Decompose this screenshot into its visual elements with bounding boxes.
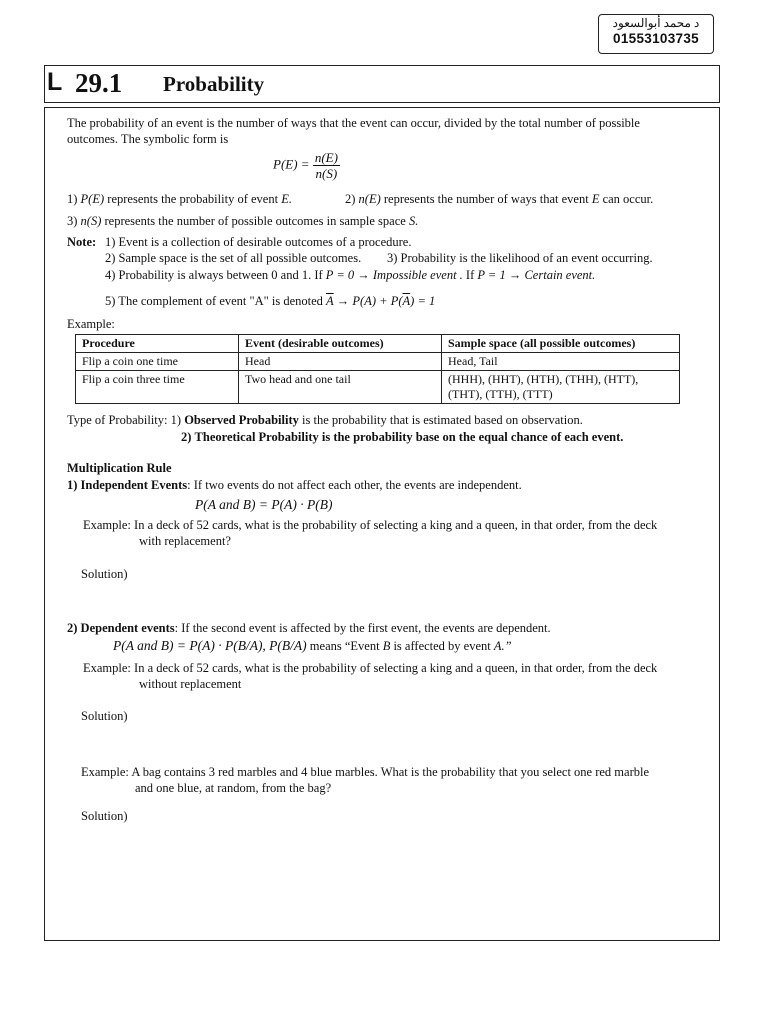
solution-1: Solution) — [81, 567, 128, 581]
lesson-letter: L — [47, 68, 63, 96]
def2-text: represents the number of ways that event — [383, 192, 589, 206]
def3-num: 3) — [67, 214, 78, 228]
example-3-line-2: and one blue, at random, from the bag? — [135, 781, 332, 795]
example-1-line-1: Example: In a deck of 52 cards, what is the probability of selecting a king and a queen, in that order, from the deck — [83, 518, 658, 532]
def3-var: S. — [408, 214, 419, 228]
note-4-text: 4) Probability is always between 0 and 1. If — [105, 268, 323, 282]
note-3 — [387, 251, 653, 266]
type2-text: is the probability base on the equal chance of each event. — [321, 430, 624, 444]
table-header-row — [76, 335, 680, 353]
type2-num: 2) — [181, 430, 192, 444]
note-5 — [105, 294, 435, 309]
table-cell: Head — [239, 353, 442, 371]
dependent-formula-math: P(A and B) = P(A) · P(B/A), P(B/A) — [113, 638, 307, 653]
types-label: Type of Probability: — [67, 413, 168, 427]
def2-tail: can occur. — [602, 192, 654, 206]
table-cell: (HHH), (HHT), (HTH), (THH), (HTT), (THT), (TTH), (TTT) — [442, 371, 680, 404]
stamp-name: د محمد أبوالسعود — [612, 16, 700, 30]
type1-name: Observed Probability — [184, 413, 299, 427]
solution-2: Solution) — [81, 709, 128, 723]
dependent-mid: is affected by event — [393, 639, 491, 653]
solution-3: Solution) — [81, 809, 128, 823]
def3-text: represents the number of possible outcomes in sample space — [104, 214, 406, 228]
stamp-phone: 01553103735 — [613, 31, 699, 46]
def3-symbol: n(S) — [80, 214, 102, 228]
dependent-formula — [113, 638, 512, 654]
note-4 — [105, 268, 595, 283]
independent-text: : If two events do not affect each other, the events are independent. — [187, 478, 522, 492]
lesson-number: 29.1 — [75, 68, 123, 98]
multiplication-rule-heading: Multiplication Rule — [67, 461, 172, 475]
table-cell: Head, Tail — [442, 353, 680, 371]
content-box — [44, 107, 720, 941]
type1-text: is the probability that is estimated based on observation. — [302, 413, 583, 427]
type2-name: Theoretical Probability — [194, 430, 319, 444]
def1-symbol: P(E) — [80, 192, 105, 206]
dependent-var-b: B — [382, 639, 391, 653]
probability-formula — [273, 150, 340, 181]
complement-symbol-2: $\overline{A}$ — [402, 294, 411, 308]
dependent-means: means “Event — [309, 639, 380, 653]
independent-formula: P(A and B) = P(A) · P(B) — [195, 497, 333, 512]
def2-num: 2) — [345, 192, 356, 206]
definition-2 — [345, 192, 653, 207]
lesson-title: Probability — [163, 72, 265, 96]
def1-text: represents the probability of event — [107, 192, 279, 206]
dependent-var-a: A.” — [493, 639, 512, 653]
dependent-label: 2) Dependent events — [67, 621, 175, 635]
independent-label: 1) Independent Events — [67, 478, 188, 492]
table-row — [76, 371, 680, 404]
lesson-header — [44, 65, 720, 103]
complement-symbol: $\overline{A}$ — [326, 294, 334, 308]
def1-var: E. — [281, 192, 292, 206]
table-cell: Two head and one tail — [239, 371, 442, 404]
table-header: Procedure — [76, 335, 239, 353]
example-2-line-1: Example: In a deck of 52 cards, what is the probability of selecting a king and a queen, in that order, from the deck — [83, 661, 658, 675]
note-5-formula-b: ) = 1 — [410, 294, 436, 308]
example-1-line-2: with replacement? — [139, 534, 231, 548]
example-3-line-1: Example: A bag contains 3 red marbles and 4 blue marbles. What is the probability that you select one red marble — [81, 765, 650, 779]
def1-num: 1) — [67, 192, 78, 206]
table-cell: Flip a coin three time — [76, 371, 239, 404]
dependent-events — [67, 621, 551, 636]
formula-fraction — [313, 150, 340, 181]
type-of-probability — [67, 413, 583, 428]
dependent-text: : If the second event is affected by the first event, the events are dependent. — [174, 621, 551, 635]
definition-1 — [67, 192, 292, 207]
example-label: Example: — [67, 317, 115, 331]
table-cell: Flip a coin one time — [76, 353, 239, 371]
example-table — [75, 334, 680, 404]
author-stamp — [598, 14, 714, 54]
table-header: Event (desirable outcomes) — [239, 335, 442, 353]
def2-symbol: n(E) — [358, 192, 381, 206]
note-label: Note: — [67, 235, 97, 249]
note-3-text: 3) Probability is the likelihood of an event occurring. — [387, 251, 653, 265]
intro-line-2: outcomes. The symbolic form is — [67, 132, 229, 146]
note-4-impossible: P = 0 → Impossible event . — [325, 268, 463, 282]
definition-3 — [67, 214, 418, 229]
note-2: 2) Sample space is the set of all possible outcomes. — [105, 251, 362, 265]
note-5-text: 5) The complement of event "A" is denoted — [105, 294, 323, 308]
note-1: 1) Event is a collection of desirable outcomes of a procedure. — [105, 235, 412, 249]
type-2 — [181, 430, 623, 445]
independent-events — [67, 478, 522, 493]
def2-var: E — [591, 192, 600, 206]
formula-lhs: P(E) = — [273, 156, 310, 172]
type1-num: 1) — [170, 413, 182, 427]
formula-numerator: n(E) — [314, 150, 338, 165]
note-4-if: If — [465, 268, 475, 282]
formula-denominator: n(S) — [315, 166, 338, 181]
table-header: Sample space (all possible outcomes) — [442, 335, 680, 353]
note-5-formula-a: → P(A) + P( — [336, 294, 403, 308]
intro-line-1: The probability of an event is the number of ways that the event can occur, divided by the total number of possible — [67, 116, 640, 130]
table-row — [76, 353, 680, 371]
example-2-line-2: without replacement — [139, 677, 242, 691]
note-4-certain: P = 1 → Certain event. — [477, 268, 596, 282]
